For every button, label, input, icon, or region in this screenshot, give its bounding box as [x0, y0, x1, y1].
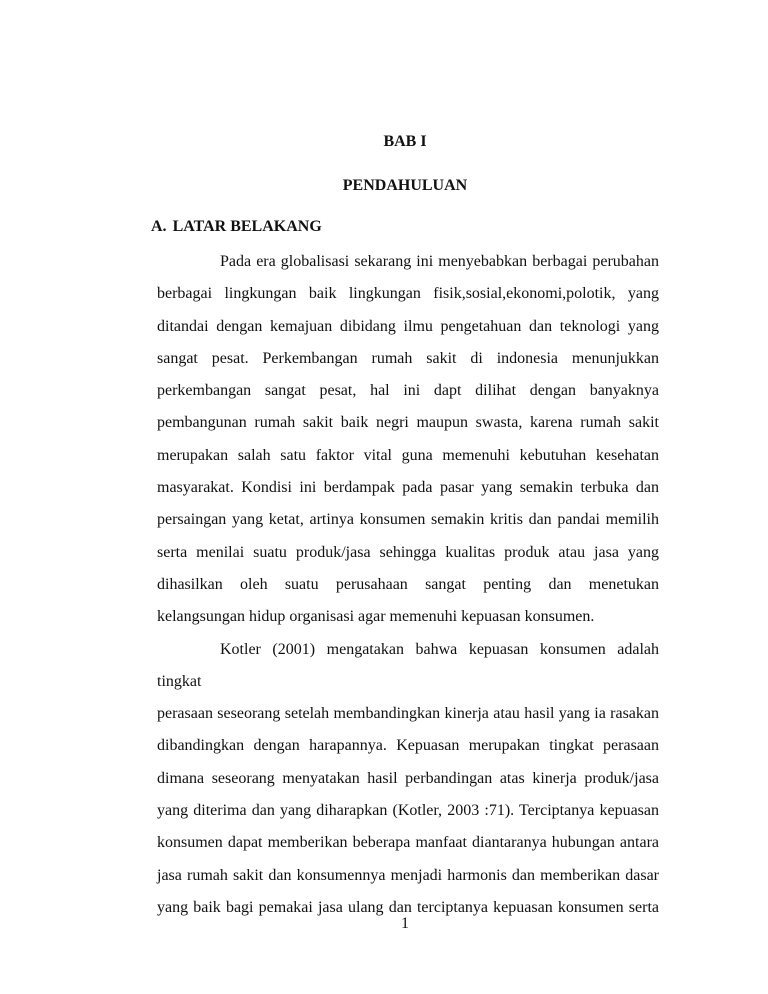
paragraph-line: jasa rumah sakit dan konsumennya menjadi harmonis dan memberikan dasar: [157, 866, 659, 884]
paragraph-line: dimana seseorang menyatakan hasil perbandingan atas kinerja produk/jasa: [157, 769, 659, 787]
section-heading: [151, 216, 659, 238]
paragraph-line: yang diterima dan yang diharapkan (Kotler, 2003 :71). Terciptanya kepuasan: [157, 802, 659, 820]
chapter-title: BAB I: [383, 133, 427, 150]
page-number: 1: [401, 915, 409, 932]
paragraph-line: perkembangan sangat pesat, hal ini dapt dilihat dengan banyaknya: [157, 382, 659, 400]
paragraph-line: persaingan yang ketat, artinya konsumen semakin kritis dan pandai memilih: [157, 511, 659, 529]
paragraph-line: sangat pesat. Perkembangan rumah sakit di indonesia menunjukkan: [157, 349, 659, 367]
paragraph-line: merupakan salah satu faktor vital guna memenuhi kebutuhan kesehatan: [157, 446, 659, 464]
section-heading-title: LATAR BELAKANG: [172, 218, 322, 235]
paragraph-line: Pada era globalisasi sekarang ini menyebabkan berbagai perubahan: [220, 253, 659, 270]
paragraph-line: perasaan seseorang setelah membandingkan kinerja atau hasil yang ia rasakan: [157, 705, 659, 723]
paragraph-line: ditandai dengan kemajuan dibidang ilmu pengetahuan dan teknologi yang: [157, 317, 659, 335]
paragraph-line: konsumen dapat memberikan beberapa manfaat diantaranya hubungan antara: [157, 834, 659, 852]
section-heading-label: A.: [151, 218, 167, 235]
paragraph-line: serta menilai suatu produk/jasa sehingga kualitas produk atau jasa yang: [157, 543, 659, 561]
paragraph-line: masyarakat. Kondisi ini berdampak pada pasar yang semakin terbuka dan: [157, 479, 659, 497]
chapter-subtitle: PENDAHULUAN: [342, 177, 468, 194]
paragraph-line: kelangsungan hidup organisasi agar memenuhi kepuasan konsumen.: [157, 608, 595, 626]
paragraph-line: berbagai lingkungan baik lingkungan fisik,sosial,ekonomi,polotik, yang: [157, 285, 659, 303]
paragraph-line: Kotler (2001) mengatakan bahwa kepuasan konsumen adalah tingkat: [157, 640, 659, 690]
paragraph-line: dibandingkan dengan harapannya. Kepuasan merupakan tingkat perasaan: [157, 737, 659, 755]
body-text: [157, 246, 659, 924]
paragraph-line: dihasilkan oleh suatu perusahaan sangat penting dan menetukan: [157, 575, 659, 593]
paragraph-line: pembangunan rumah sakit baik negri maupun swasta, karena rumah sakit: [157, 414, 659, 432]
paragraph-line: yang baik bagi pemakai jasa ulang dan terciptanya kepuasan konsumen serta: [157, 898, 659, 916]
